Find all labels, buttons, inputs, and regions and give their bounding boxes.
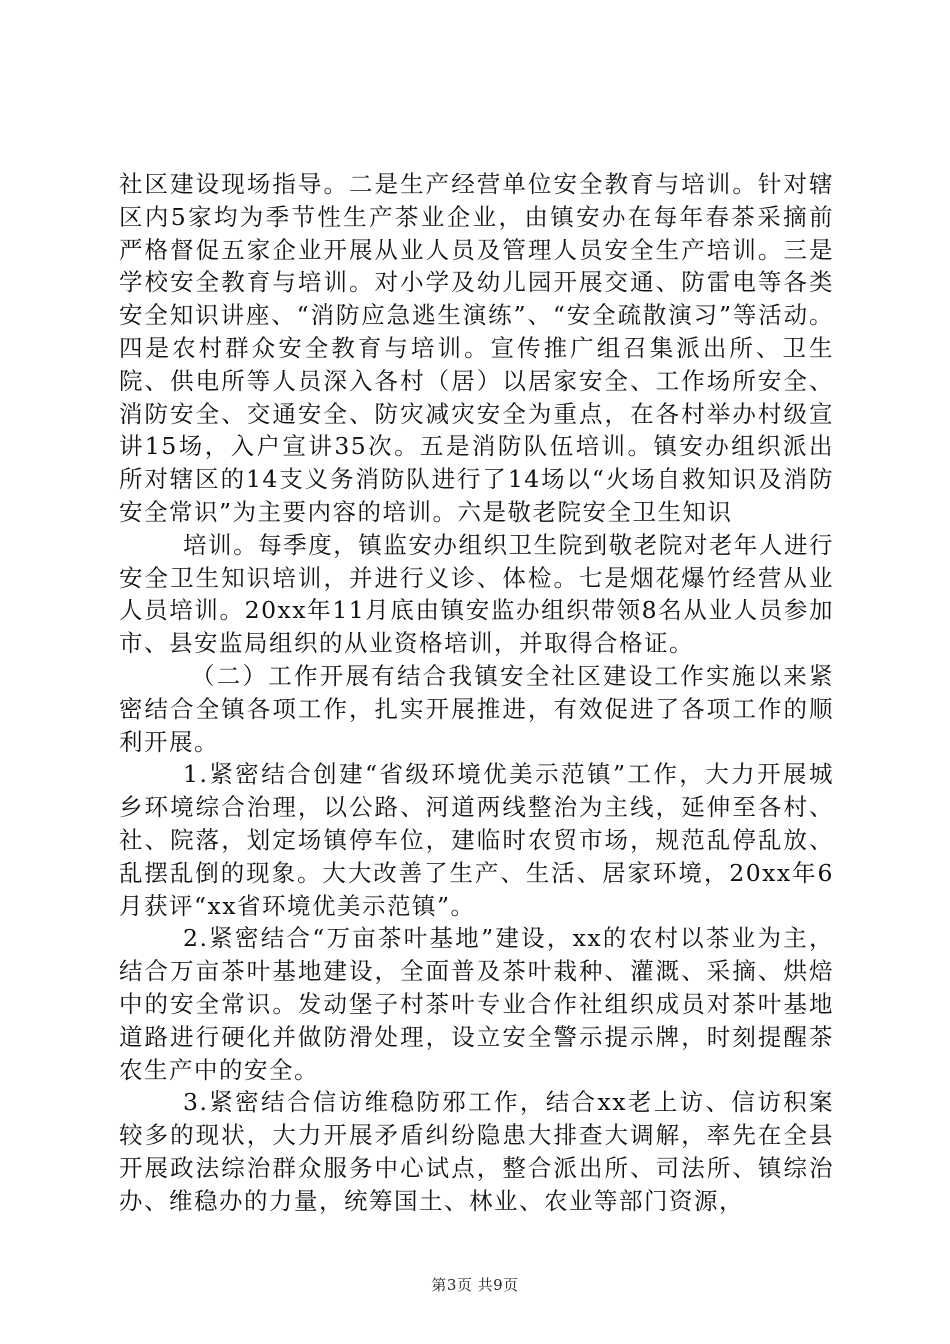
- paragraph-item-2: 2.紧密结合“万亩茶叶基地”建设，xx的农村以茶业为主，结合万亩茶叶基地建设，全面普及茶叶栽种、灌溉、采摘、烘焙中的安全常识。发动堡子村茶叶专业合作社组织成员对茶叶基地道路进行硬化并做防滑处理，设立安全警示提示牌，时刻提醒茶农生产中的安全。: [119, 924, 834, 1084]
- page-number-footer: 第3页 共9页: [431, 1276, 519, 1294]
- paragraph-training-list: 社区建设现场指导。二是生产经营单位安全教育与培训。针对辖区内5家均为季节性生产茶业企业，由镇安办在每年春茶采摘前严格督促五家企业开展从业人员及管理人员安全生产培训。三是学校安全教育与培训。对小学及幼儿园开展交通、防雷电等各类安全知识讲座、“消防应急逃生演练”、“安全疏散演习”等活动。四是农村群众安全教育与培训。宣传推广组召集派出所、卫生院、供电所等人员深入各村（居）以居家安全、工作场所安全、消防安全、交通安全、防灾减灾安全为重点，在各村举办村级宣讲15场，入户宣讲35次。五是消防队伍培训。镇安办组织派出所对辖区的14支义务消防队进行了14场以“火场自救知识及消防安全常识”为主要内容的培训。六是敬老院安全卫生知识: [119, 170, 834, 526]
- paragraph-item-3: 3.紧密结合信访维稳防邪工作，结合xx老上访、信访积案较多的现状，大力开展矛盾纠纷隐患大排查大调解，率先在全县开展政法综治群众服务中心试点，整合派出所、司法所、镇综治办、维稳办的力量，统筹国土、林业、农业等部门资源，: [119, 1088, 834, 1215]
- paragraph-item-1: 1.紧密结合创建“省级环境优美示范镇”工作，大力开展城乡环境综合治理，以公路、河道两线整治为主线，延伸至各村、社、院落，划定场镇停车位，建临时农贸市场，规范乱停乱放、乱摆乱倒的现象。大大改善了生产、生活、居家环境，20xx年6月获评“xx省环境优美示范镇”。: [119, 760, 834, 920]
- paragraph-section-two: （二）工作开展有结合我镇安全社区建设工作实施以来紧密结合全镇各项工作，扎实开展推进，有效促进了各项工作的顺利开展。: [119, 661, 834, 756]
- paragraph-training-continued: 培训。每季度，镇监安办组织卫生院到敬老院对老年人进行安全卫生知识培训，并进行义诊、体检。七是烟花爆竹经营从业人员培训。20xx年11月底由镇安监办组织带领8名从业人员参加市、县安监局组织的从业资格培训，并取得合格证。: [119, 530, 834, 658]
- document-body: [119, 168, 834, 1218]
